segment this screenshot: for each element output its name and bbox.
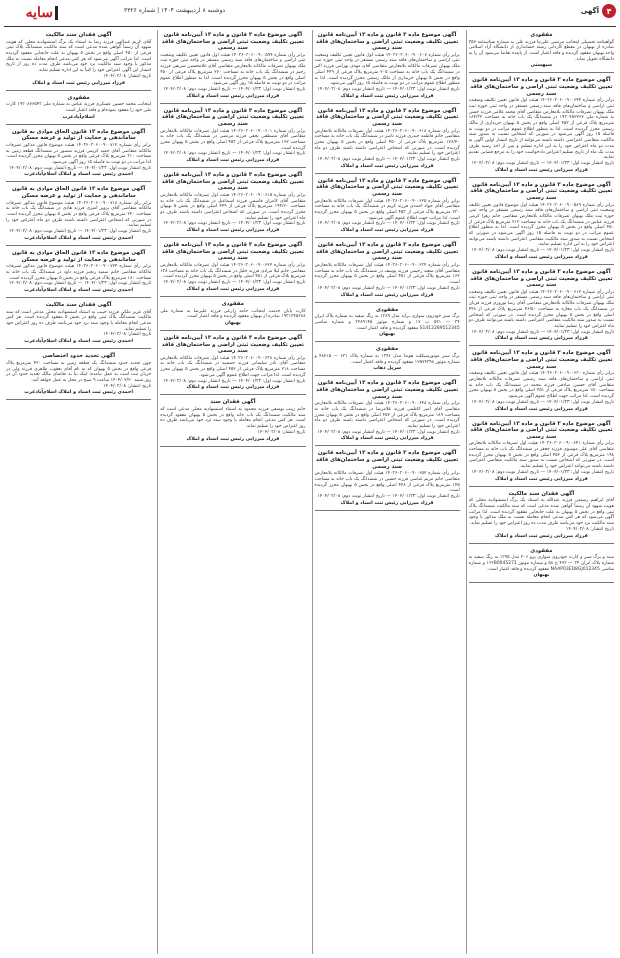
- ad-signature: فرزاد میرزایی رئیس ثبت اسناد و املاک: [494, 254, 588, 260]
- ad-dates: تاریخ انتشار نوبت اول: ۱۴۰۴/۰۱/۲۳ — تاریخ انتشار نوبت دوم: ۱۴۰۴/۰۲/۰۸: [163, 221, 306, 227]
- ad-dates: تاریخ انتشار نوبت اول: ۱۴۰۴/۰۱/۲۳ — تاریخ انتشار نوبت دوم: ۱۴۰۴/۰۲/۰۸: [317, 157, 460, 163]
- ad-title: آگهی موضوع ماده ۱۳ قانون الحاق موادی به قانون ساماندهی و حمایت از تولید و عرضه مسکن: [12, 249, 146, 263]
- ad-body: برابر رأی شماره ۱۴۰۳۶۰۳۰۶۰۰۹۰۰۶۰۷ هیئت اول قانون تعیین تکلیف وضعیت ثبتی اراضی و ساختمان‌های فاقد سند رسمی مستقر در واحد ثبتی حوزه ثبت ملک بهبهان تصرفات مالکانه بلامعارض متقاضی آقای مهدی بهرامی فرزند اکبر در ششدانگ یک باب خانه به مساحت ۲۰۵ مترمربع پلاک فرعی از ۴۴۹ اصلی واقع در بخش ۵ بهبهان خریداری از مالک رسمی محرز گردیده است. لذا به منظور اطلاع عموم مراتب در دو نوبت به فاصله ۱۵ روز آگهی می‌شود.: [314, 52, 460, 87]
- classified-ad: [160, 170, 305, 238]
- ad-column: [312, 30, 462, 954]
- ad-dates: تاریخ انتشار: ۱۴۰۴/۰۲/۰۸: [103, 73, 152, 79]
- classified-ad: [315, 30, 460, 104]
- classified-ad: [469, 489, 614, 544]
- ad-body: برابر رأی شماره ۱۴۰۳۶۰۳۰۶۰۰۹۰۰۶۲۵ هیئت اول تصرفات مالکانه بلامعارض متقاضی آقای جواد احمدی فرزند کریم در ششدانگ یک باب خانه به مساحت ۲۳۰ مترمربع پلاک فرعی از ۴۵۳ اصلی واقع در بخش ۵ بهبهان محرز گردیده است. لذا مراتب جهت اطلاع عموم آگهی می‌شود.: [314, 198, 460, 221]
- ad-body: برابر رأی شماره ۱۴۰۳۶۰۳۰۶۰۰۹۰۰۶۴۱ هیئت اول تصرفات مالکانه بلامعارض متقاضی آقای علی موسوی فرزند جعفر در ششدانگ یک باب خانه به مساحت ۱۹۸ مترمربع پلاک فرعی از ۴۵۲ اصلی واقع در بخش ۵ بهبهان محرز گردیده است. در صورتی که اشخاص نسبت به صدور سند مالکیت متقاضی اعتراضی داشته باشند می‌توانند اعتراض خود را تسلیم نمایند.: [468, 441, 614, 470]
- ad-body: آقای ابراهیم رستمی فرزند عبدالله به استناد یک برگ استشهادیه محلی که هویت شهود آن رسماً گواهی شده مدعی است که سند مالکیت ششدانگ پلاک ثبتی واقع در بخش ۵ بهبهان به علت جابجایی مفقود گردیده است. لذا مراتب آگهی می‌شود که هر کس مدعی انجام معامله نسبت به ملک مذکور یا وجود سند مالکیت نزد خود می‌باشد ظرف مدت ده روز اعتراض خود را تسلیم نماید.: [468, 498, 615, 527]
- ad-title: مفقودی: [530, 32, 553, 38]
- ad-title: آگهی موضوع ماده ۳ قانون و ماده ۱۳ آیین‌نامه قانون تعیین تکلیف وضعیت ثبتی اراضی و ساختمان‌های فاقد سند رسمی: [316, 450, 459, 470]
- ad-title: مفقودی: [530, 547, 553, 554]
- classified-ad: [469, 267, 614, 347]
- ad-signature: احمدی رئیس ثبت اسناد و املاک اسلام‌آبادغرب: [24, 235, 133, 241]
- ad-title: آگهی موضوع ماده ۳ قانون و ماده ۱۳ آیین‌نامه قانون تعیین تکلیف وضعیت ثبتی اراضی و ساختمان‌های فاقد سند رسمی: [161, 242, 304, 262]
- classified-ad: [160, 299, 305, 331]
- ad-signature: بهبهان: [224, 320, 241, 326]
- ad-body: برابر رأی شماره ۱۴۰۳۶۰۳۰۶۰۰۹۰۰۵۹۴ هیئت اول قانون تعیین تکلیف وضعیت ثبتی اراضی و ساختمان‌های فاقد سند رسمی مستقر در واحد ثبتی حوزه ثبت ملک بهبهان تصرفات مالکانه بلامعارض متقاضی آقای غلامحسین شریفی فرزند رحیم در ششدانگ یک باب خانه به مساحت ۲۶۰ مترمربع پلاک فرعی از ۴۵۰ اصلی واقع در بخش ۵ بهبهان محرز گردیده است. لذا به منظور اطلاع عموم مراتب در دو نوبت به فاصله ۱۵ روز آگهی می‌شود.: [160, 52, 306, 87]
- ad-body: برابر رأی شماره ۱۴۰۳۶۰۳۰۶۰۰۹۰۰۷۱۲ هیئت موضوع قانون مذکور تصرفات مالکانه متقاضی آقای حمید کریمی فرزند منصور در ششدانگ قطعه زمین به مساحت ۳۱۰ مترمربع پلاک فرعی واقع در بخش ۵ بهبهان محرز گردیده است. لذا مراتب در دو نوبت به فاصله ۱۵ روز آگهی می‌شود.: [6, 142, 152, 165]
- classified-ad: [469, 348, 614, 416]
- classified-ad: [315, 448, 460, 510]
- ad-title: مفقودی: [376, 306, 399, 313]
- ad-signature: بهبهان: [533, 573, 550, 579]
- ad-dates: تاریخ انتشار: ۱۴۰۴/۰۲/۰۸: [103, 383, 152, 389]
- ad-body: برگ سبز خودروی سواری پراید مدل ۱۳۸۹ به رنگ سفید به شماره پلاک ایران ۳۴ — ۵۲۱ ب ۱۷ و شماره موتور ۳۲۸۹۱۴۵ و شماره شاسی S1412289512345 مفقود گردیده و فاقد اعتبار است.: [314, 314, 460, 331]
- page-number: ۴: [602, 4, 616, 18]
- ad-title: مفقودی: [221, 300, 244, 307]
- ad-body: اینجانب محمد حسین عسکری فرزند عباس به شماره ملی ۱۹۳۰۸۷۶۵۴۳ کارت ملی خود را مفقود نموده‌ام و فاقد اعتبار است.: [6, 102, 152, 113]
- classified-ad: [315, 378, 460, 446]
- ad-title: آگهی موضوع ماده ۱۳ قانون الحاق موادی به قانون ساماندهی و حمایت از تولید و عرضه مسکن: [12, 128, 146, 142]
- ad-dates: تاریخ انتشار: ۱۴۰۴/۰۲/۰۸: [565, 526, 614, 532]
- ad-signature: احمدی رئیس ثبت اسناد و املاک اسلام‌آبادغرب: [24, 172, 133, 178]
- issue-line: دوشنبه ۸ اردیبهشت ۱۴۰۴ | شماره ۳۳۲۶: [124, 7, 226, 14]
- ad-dates: تاریخ انتشار نوبت اول: ۱۴۰۴/۰۱/۲۳ — تاریخ انتشار نوبت دوم: ۱۴۰۴/۰۲/۰۸: [8, 281, 152, 287]
- ad-signature: احمدی رئیس ثبت اسناد و املاک اسلام‌آبادغرب: [24, 390, 133, 396]
- classified-ad: [160, 30, 305, 104]
- classified-ad: [160, 333, 305, 395]
- ad-body: آقای کریم عبدالهی فرزند رضا به استناد یک برگ استشهادیه محلی که هویت شهود آن رسماً گواهی شده مدعی است که سند مالکیت ششدانگ پلاک ثبتی فرعی از ۴۵۰ اصلی واقع در بخش ۵ بهبهان به علت جابجایی مفقود گردیده است. لذا مراتب آگهی می‌شود که هر کس مدعی انجام معامله نسبت به ملک مذکور یا وجود سند مالکیت نزد خود می‌باشد ظرف مدت ده روز از تاریخ انتشار این آگهی اعتراض خود را کتباً به این اداره تسلیم نماید.: [6, 39, 152, 74]
- ad-title: آگهی موضوع ماده ۳ قانون و ماده ۱۳ آیین‌نامه قانون تعیین تکلیف وضعیت ثبتی اراضی و ساختمان‌های فاقد سند رسمی: [316, 242, 459, 262]
- classified-ad: [6, 30, 151, 91]
- ad-dates: تاریخ انتشار نوبت اول: ۱۴۰۴/۰۱/۲۳ — تاریخ انتشار نوبت دوم: ۱۴۰۴/۰۲/۰۸: [317, 221, 460, 227]
- ad-signature: فرزاد میرزایی رئیس ثبت اسناد و املاک: [494, 167, 588, 173]
- ad-signature: فرزاد میرزایی رئیس ثبت اسناد و املاک: [494, 533, 588, 539]
- ad-body: خانم زینب یوسفی فرزند محمود به استناد استشهادیه محلی مدعی است که سند مالکیت ششدانگ یک باب خانه واقع در بخش ۵ بهبهان مفقود گردیده است. هر کس مدعی انجام معامله یا وجود سند نزد خود می‌باشد ظرف ده روز اعتراض خود را تسلیم نماید.: [160, 406, 306, 430]
- ad-body: برابر رأی شماره ۱۴۰۳۶۰۳۰۶۰۰۹۰۰۶۵۲ هیئت اول تصرفات مالکانه بلامعارض متقاضی خانم مریم عباسی فرزند حسین در ششدانگ یک باب خانه به مساحت ۱۴۵ مترمربع پلاک فرعی از ۴۴۸ اصلی واقع در بخش ۵ بهبهان محرز گردیده است.: [314, 471, 460, 494]
- ad-signature: فرزاد میرزایی رئیس ثبت اسناد و املاک: [494, 406, 588, 412]
- ad-body: کارت پایان خدمت اینجانب حامد زارعی فرزند علیرضا به شماره ملی ۱۹۳۱۲۴۵۶۷۸ صادره از بهبهان مفقود گردیده و فاقد اعتبار است.: [160, 308, 306, 320]
- ad-dates: تاریخ انتشار: ۱۴۰۴/۰۲/۰۸: [103, 332, 152, 338]
- ad-dates: تاریخ انتشار نوبت اول: ۱۴۰۴/۰۱/۲۳ — تاریخ انتشار نوبت دوم: ۱۴۰۴/۰۲/۰۸: [471, 248, 614, 254]
- ad-body: برابر رأی شماره ۱۴۰۳۶۰۳۰۶۰۰۹۰۰۵۸۹ هیئت اول موضوع قانون تعیین تکلیف وضعیت ثبتی اراضی و ساختمان‌های فاقد سند رسمی مستقر در واحد ثبتی حوزه ثبت ملک بهبهان تصرفات مالکانه بلامعارض متقاضی خانم زهرا کرمی فرزند عباس در ششدانگ یک باب خانه به مساحت ۲۱۲ مترمربع پلاک فرعی از ۴۵۰ اصلی واقع در بخش ۵ بهبهان محرز گردیده است. لذا به منظور اطلاع عموم مراتب در دو نوبت به فاصله ۱۵ روز آگهی می‌شود در صورتی که اشخاص نسبت به صدور سند مالکیت متقاضی اعتراضی داشته باشند می‌توانند اعتراض خود را به این اداره تسلیم نمایند.: [468, 202, 615, 248]
- section-label: آگهی: [580, 7, 599, 15]
- ad-dates: تاریخ انتشار نوبت اول: ۱۴۰۴/۰۱/۲۳ — تاریخ انتشار نوبت دوم: ۱۴۰۴/۰۲/۰۸: [163, 280, 306, 286]
- ad-body: گواهینامه تحصیلی اینجانب مرتضی علی‌نیا فرزند علی به شماره شناسنامه ۳۵۷ صادره از بهبهان در مقطع کاردانی رشته حسابداری از دانشگاه آزاد اسلامی واحد بهبهان مفقود گردیده و فاقد اعتبار است. از یابنده تقاضا می‌شود آن را به دانشگاه تحویل نماید.: [468, 39, 614, 62]
- ad-signature: احمدی رئیس ثبت اسناد و املاک اسلام‌آبادغرب: [24, 339, 133, 345]
- logo-text: سایه: [25, 5, 53, 21]
- classified-ad: [6, 351, 151, 400]
- ad-signature: بهبهان: [379, 332, 396, 338]
- ad-body: آقای عزیز ملکی فرزند حبیب به استناد استشهادیه محلی مدعی است که سند مالکیت ششدانگ پلاک ثبتی واقع در بخش ۵ مفقود گردیده است. هر کس مدعی انجام معامله یا وجود سند نزد خود می‌باشد ظرف ده روز اعتراض خود را تسلیم نماید.: [6, 309, 152, 332]
- ad-title: مفقودی: [67, 94, 90, 101]
- classified-ad: [6, 127, 151, 183]
- ad-title: آگهی تحدید حدود اختصاصی: [42, 353, 116, 360]
- classified-ad: [469, 75, 614, 177]
- masthead: [4, 2, 616, 27]
- classified-ad: [6, 300, 151, 349]
- ad-title: آگهی موضوع ماده ۳ قانون و ماده ۱۳ آیین‌نامه قانون تعیین تکلیف وضعیت ثبتی اراضی و ساختمان‌های فاقد سند رسمی: [316, 32, 459, 52]
- ad-signature: فرزاد میرزایی رئیس ثبت اسناد و املاک: [186, 93, 280, 99]
- ad-body: برابر رأی شماره ۱۴۰۳۶۰۳۰۶۰۰۹۰۰۶۱۵ هیئت اول تصرفات مالکانه بلامعارض متقاضی آقای کامران قاسمی فرزند اسماعیل در ششدانگ یک باب خانه به مساحت ۱۹۴/۶۰ مترمربع پلاک فرعی از ۴۴۹ اصلی واقع در بخش ۵ بهبهان محرز گردیده است. در صورتی که اشخاص اعتراضی داشته باشند ظرف دو ماه اعتراض خود را تسلیم نمایند.: [160, 192, 306, 221]
- ad-title: آگهی فقدان سند مالکیت: [508, 490, 575, 497]
- ad-dates: تاریخ انتشار نوبت اول: ۱۴۰۴/۰۱/۲۳ — تاریخ انتشار نوبت دوم: ۱۴۰۴/۰۲/۰۸: [8, 165, 152, 171]
- classified-ad: [315, 106, 460, 174]
- ad-title: آگهی موضوع ماده ۱۳ قانون الحاق موادی به قانون ساماندهی و حمایت از تولید و عرضه مسکن: [12, 186, 146, 199]
- classified-ad: [315, 176, 460, 238]
- ad-title: آگهی موضوع ماده ۳ قانون و ماده ۱۳ آیین‌نامه قانون تعیین تکلیف وضعیت ثبتی اراضی و ساختمان‌های فاقد سند رسمی: [161, 107, 304, 127]
- ad-title: آگهی موضوع ماده ۳ قانون و ماده ۱۳ آیین‌نامه قانون تعیین تکلیف وضعیت ثبتی اراضی و ساختمان‌های فاقد سند رسمی: [161, 172, 304, 192]
- ad-dates: تاریخ انتشار نوبت اول: ۱۴۰۴/۰۱/۲۳ — تاریخ انتشار نوبت دوم: ۱۴۰۴/۰۲/۰۸: [471, 469, 614, 475]
- ad-signature: فرزاد میرزایی رئیس ثبت اسناد و املاک: [186, 436, 280, 442]
- ad-column: [466, 30, 616, 954]
- ad-body: برابر رأی شماره ۱۴۰۳۶۰۳۰۶۰۰۹۰۰۶۱۲ هیئت اول قانون تعیین تکلیف وضعیت ثبتی اراضی و ساختمان‌های فاقد سند رسمی مستقر در واحد ثبتی حوزه ثبت ملک بهبهان تصرفات مالکانه بلامعارض متقاضی آقای رضا نوروزی فرزند قربان در ششدانگ یک باب مغازه به مساحت ۴۶/۵۰ مترمربع پلاک فرعی از ۴۴۸ اصلی واقع در بخش ۵ بهبهان محرز گردیده است. در صورتی که اشخاص نسبت به صدور سند مالکیت متقاضی اعتراضی داشته باشند می‌توانند ظرف دو ماه اعتراض خود را تسلیم نمایند.: [468, 289, 615, 329]
- ad-title: آگهی موضوع ماده ۳ قانون و ماده ۱۳ آیین‌نامه قانون تعیین تکلیف وضعیت ثبتی اراضی و ساختمان‌های فاقد سند رسمی: [470, 268, 613, 289]
- newspaper-logo: [4, 4, 58, 22]
- ad-signature: فرزاد میرزایی رئیس ثبت اسناد و املاک: [186, 158, 280, 164]
- page-number-block: [581, 4, 616, 18]
- ad-dates: تاریخ انتشار نوبت اول: ۱۴۰۴/۰۱/۲۳ — تاریخ انتشار نوبت دوم: ۱۴۰۴/۰۲/۰۸: [8, 229, 152, 235]
- ad-body: برابر رأی شماره ۱۴۰۳۶۰۳۰۶۰۰۹۰۰۶۳۸ هیئت اول تصرفات مالکانه بلامعارض متقاضی آقای نادر سلیمانی فرزند جمشید در ششدانگ یک باب خانه به مساحت ۲۱۸ مترمربع پلاک فرعی از ۴۵۲ اصلی واقع در بخش ۵ بهبهان محرز گردیده است. لذا مراتب جهت اطلاع عموم آگهی می‌شود.: [160, 355, 306, 378]
- ad-title: آگهی موضوع ماده ۳ قانون و ماده ۱۳ آیین‌نامه قانون تعیین تکلیف وضعیت ثبتی اراضی و ساختمان‌های فاقد سند رسمی: [161, 32, 304, 52]
- classified-ad: [315, 240, 460, 302]
- ad-title: آگهی موضوع ماده ۳ قانون و ماده ۱۳ آیین‌نامه قانون تعیین تکلیف وضعیت ثبتی اراضی و ساختمان‌های فاقد سند رسمی: [316, 177, 459, 198]
- ad-dates: تاریخ انتشار نوبت اول: ۱۴۰۴/۰۱/۲۳ — تاریخ انتشار نوبت دوم: ۱۴۰۴/۰۲/۰۸: [471, 329, 614, 335]
- classified-ad: [6, 93, 151, 125]
- classified-ad: [315, 305, 460, 343]
- ad-body: برابر رأی شماره ۱۴۰۳۶۰۳۰۶۰۰۹۰۰۷۱۸ هیئت موضوع قانون مذکور تصرفات مالکانه متقاضی آقای پرویز امیری فرزند هادی در ششدانگ یک باب خانه به مساحت ۲۴۰ مترمربع پلاک فرعی واقع در بخش ۵ بهبهان محرز گردیده است. در صورتی که اشخاص اعتراضی داشته باشند ظرف دو ماه اعتراض خود را تسلیم نمایند.: [6, 200, 152, 229]
- ad-signature: سپهستی: [530, 63, 553, 69]
- ad-signature: فرزاد میرزایی رئیس ثبت اسناد و املاک: [186, 228, 280, 234]
- logo-bar-icon: [55, 6, 58, 20]
- ad-title: آگهی فقدان سند: [210, 399, 256, 406]
- classified-ad: [6, 248, 151, 298]
- ad-title: آگهی موضوع ماده ۳ قانون و ماده ۱۳ آیین‌نامه قانون تعیین تکلیف وضعیت ثبتی اراضی و ساختمان‌های فاقد سند رسمی: [470, 77, 613, 97]
- ad-dates: تاریخ انتشار نوبت اول: ۱۴۰۴/۰۱/۲۳ — تاریخ انتشار نوبت دوم: ۱۴۰۴/۰۲/۰۸: [471, 399, 614, 405]
- classified-ad: [160, 397, 305, 446]
- ad-columns: [4, 30, 616, 954]
- classified-ad: [469, 180, 614, 265]
- ad-title: آگهی موضوع ماده ۳ قانون و ماده ۱۳ آیین‌نامه قانون تعیین تکلیف وضعیت ثبتی اراضی و ساختمان‌های فاقد سند رسمی: [470, 181, 613, 201]
- ad-body: برابر رأی شماره ۱۴۰۳۶۰۳۰۶۰۰۹۰۰۷۲۴ هیئت موضوع قانون مذکور تصرفات مالکانه متقاضی خانم سمیه رنجبر فرزند داود در ششدانگ یک باب خانه به مساحت ۱۸۰ مترمربع پلاک فرعی واقع در بخش ۵ بهبهان محرز گردیده است.: [6, 264, 152, 281]
- ad-title: آگهی فقدان سند مالکیت: [45, 32, 112, 38]
- classified-ad: [160, 240, 305, 297]
- ad-signature: فرزاد میرزایی رئیس ثبت اسناد و املاک: [340, 93, 434, 99]
- ad-signature: فرزاد میرزایی رئیس ثبت اسناد و املاک: [340, 292, 434, 298]
- ad-dates: تاریخ انتشار: ۱۴۰۴/۰۲/۰۸: [257, 429, 306, 435]
- ad-title: آگهی موضوع ماده ۳ قانون و ماده ۱۳ آیین‌نامه قانون تعیین تکلیف وضعیت ثبتی اراضی و ساختمان‌های فاقد سند رسمی: [316, 380, 459, 400]
- ad-title: آگهی موضوع ماده ۳ قانون و ماده ۱۳ آیین‌نامه قانون تعیین تکلیف وضعیت ثبتی اراضی و ساختمان‌های فاقد سند رسمی: [470, 350, 613, 370]
- ad-signature: سرپل ذهاب: [373, 366, 402, 372]
- ad-body: برگ سبز موتورسیکلت هوندا مدل ۱۳۹۶ به شماره پلاک ۶۳۱ — ۴۸۲۱۵ و شماره موتور ۱۲۵۷۴۳۹۸ مفقود گردیده و فاقد اعتبار است.: [314, 353, 460, 365]
- ad-signature: فرزاد میرزایی رئیس ثبت اسناد و املاک: [186, 385, 280, 391]
- ad-title: آگهی موضوع ماده ۳ قانون و ماده ۱۳ آیین‌نامه قانون تعیین تکلیف وضعیت ثبتی اراضی و ساختمان‌های فاقد سند رسمی: [470, 420, 613, 440]
- ad-dates: تاریخ انتشار نوبت اول: ۱۴۰۴/۰۱/۲۳ — تاریخ انتشار نوبت دوم: ۱۴۰۴/۰۲/۰۸: [163, 151, 306, 157]
- classified-ad: [469, 546, 614, 584]
- ad-body: سند و برگ سبز و کارت خودروی سواری پژو ۲۰۶ مدل ۱۳۹۵ به رنگ سفید به شماره پلاک ایران ۳۴ — ۴۷۳ ج ۵۸ و شماره موتور ۱۶۳B0045271 و شماره شاسی NAAP03ED8GJ012345 مفقود گردیده و فاقد اعتبار است.: [468, 555, 614, 572]
- ad-body: برابر رأی شماره ۱۴۰۳۶۰۳۰۶۰۰۹۰۰۶۳۰ هیئت اول قانون تعیین تکلیف وضعیت ثبتی اراضی و ساختمان‌های فاقد سند رسمی تصرفات مالکانه بلامعارض متقاضی آقای حسین صادقی فرزند محمد در ششدانگ یک باب خانه به مساحت ۱۵۰ مترمربع پلاک فرعی از ۴۵۱ اصلی واقع در بخش ۵ بهبهان محرز گردیده است. لذا مراتب جهت اطلاع عموم آگهی می‌شود.: [468, 371, 615, 400]
- ad-body: برابر رأی شماره ۱۴۰۳۶۰۳۰۶۰۰۹۰۰۶۲۲ هیئت اول تصرفات مالکانه بلامعارض متقاضی خانم لیلا مرادی فرزند خلیل در ششدانگ یک باب خانه به مساحت ۱۳۸ مترمربع پلاک فرعی از ۴۵۱ اصلی واقع در بخش ۵ بهبهان محرز گردیده است.: [160, 263, 306, 280]
- ad-signature: فرزاد میرزایی رئیس ثبت اسناد و املاک: [340, 163, 434, 169]
- ad-signature: فرزاد میرزایی رئیس ثبت اسناد و املاک: [340, 436, 434, 442]
- ad-title: آگهی موضوع ماده ۳ قانون و ماده ۱۳ آیین‌نامه قانون تعیین تکلیف وضعیت ثبتی اراضی و ساختمان‌های فاقد سند رسمی: [316, 107, 459, 127]
- ad-signature: احمدی رئیس ثبت اسناد و املاک اسلام‌آبادغرب: [24, 288, 133, 293]
- ad-signature: فرزاد میرزایی رئیس ثبت اسناد و املاک: [340, 228, 434, 234]
- classified-ad: [469, 419, 614, 487]
- ad-body: برابر رأی شماره ۱۴۰۳۶۰۳۰۶۰۰۹۰۰۶۰۱ هیئت اول تصرفات مالکانه بلامعارض متقاضی آقای مصطفی نجفی فرزند مرتضی در ششدانگ یک باب خانه به مساحت ۱۷۲ مترمربع پلاک فرعی از ۴۵۳ اصلی واقع در بخش ۵ بهبهان محرز گردیده است.: [160, 128, 306, 151]
- ad-dates: تاریخ انتشار نوبت اول: ۱۴۰۴/۰۱/۲۳ — تاریخ انتشار نوبت دوم: ۱۴۰۴/۰۲/۰۸: [317, 87, 460, 92]
- ad-body: برابر رأی شماره ۱۴۰۳۶۰۳۰۶۰۰۹۰۰۶۳۴ هیئت اول تصرفات مالکانه بلامعارض متقاضی آقای سعید رحیمی فرزند یوسف در ششدانگ یک باب خانه به مساحت ۱۶۲ مترمربع پلاک فرعی از ۴۵۱ اصلی واقع در بخش ۵ بهبهان محرز گردیده است.: [314, 263, 460, 286]
- ad-signature: فرزاد میرزایی رئیس ثبت اسناد و املاک: [340, 500, 434, 506]
- ad-column: [4, 30, 153, 954]
- ad-dates: تاریخ انتشار نوبت اول: ۱۴۰۴/۰۱/۲۳ — تاریخ انتشار نوبت دوم: ۱۴۰۴/۰۲/۰۸: [317, 429, 460, 435]
- ad-dates: تاریخ انتشار نوبت اول: ۱۴۰۴/۰۱/۲۳ — تاریخ انتشار نوبت دوم: ۱۴۰۴/۰۲/۰۸: [471, 160, 614, 166]
- ad-body: برابر رأی شماره ۱۴۰۳۶۰۳۰۶۰۰۹۰۰۶۴۸ هیئت اول تصرفات مالکانه بلامعارض متقاضی آقای امیر کاظمی فرزند غلامرضا در ششدانگ یک باب خانه به مساحت ۱۸۹ مترمربع پلاک فرعی از ۴۵۲ اصلی واقع در بخش ۵ بهبهان محرز گردیده است. در صورتی که اشخاص اعتراضی داشته باشند ظرف دو ماه اعتراض خود را تسلیم نمایند.: [314, 401, 460, 429]
- ad-signature: اسلام‌آبادغرب: [62, 114, 95, 120]
- ad-title: مفقودی: [376, 346, 399, 353]
- classified-ad: [469, 30, 614, 73]
- ad-dates: تاریخ انتشار نوبت اول: ۱۴۰۴/۰۱/۲۳ — تاریخ انتشار نوبت دوم: ۱۴۰۴/۰۲/۰۸: [163, 87, 306, 92]
- classified-ad: [160, 106, 305, 168]
- ad-dates: تاریخ انتشار نوبت اول: ۱۴۰۴/۰۱/۲۳ — تاریخ انتشار نوبت دوم: ۱۴۰۴/۰۲/۰۸: [317, 494, 460, 500]
- classified-ad: [315, 344, 460, 376]
- ad-body: چون تحدید حدود ششدانگ یک قطعه زمین به مساحت ۴۲۰ مترمربع پلاک فرعی واقع در بخش ۵ بهبهان که به نام آقای یعقوب طاهری فرزند ولی در جریان ثبت است به عمل نیامده، اینک بنا به تقاضای مالک تحدید حدود آن در روز شنبه ۱۴۰۴/۰۲/۲۰ ساعت ۹ صبح در محل به عمل خواهد آمد.: [6, 360, 152, 383]
- ad-dates: تاریخ انتشار نوبت اول: ۱۴۰۴/۰۱/۲۳ — تاریخ انتشار نوبت دوم: ۱۴۰۴/۰۲/۰۸: [317, 285, 460, 291]
- ad-signature: فرزاد میرزایی رئیس ثبت اسناد و املاک: [494, 336, 588, 342]
- ad-signature: فرزاد میرزایی رئیس ثبت اسناد و املاک: [494, 476, 588, 482]
- ad-column: [157, 30, 307, 954]
- ad-title: آگهی موضوع ماده ۳ قانون و ماده ۱۳ آیین‌نامه قانون تعیین تکلیف وضعیت ثبتی اراضی و ساختمان‌های فاقد سند رسمی: [161, 334, 304, 355]
- ad-dates: تاریخ انتشار نوبت اول: ۱۴۰۴/۰۱/۲۳ — تاریخ انتشار نوبت دوم: ۱۴۰۴/۰۲/۰۸: [163, 378, 306, 384]
- ad-body: برابر رأی شماره ۱۴۰۳۶۰۳۰۶۰۰۹۰۰۶۱۸ هیئت اول تصرفات مالکانه بلامعارض متقاضی خانم فاطمه حیدری فرزند ناصر در ششدانگ یک باب خانه به مساحت ۱۷۶/۴۰ مترمربع پلاک فرعی از ۴۵۰ اصلی واقع در بخش ۵ بهبهان محرز گردیده است. در صورتی که اشخاص اعتراضی داشته باشند ظرف دو ماه اعتراض خود را تسلیم نمایند.: [314, 128, 460, 157]
- ad-signature: فرزاد میرزایی رئیس ثبت اسناد و املاک: [186, 286, 280, 292]
- ad-body: برابر رأی شماره ۱۴۰۳۶۰۳۰۶۰۰۹۰۰۶۴۴ هیئت اول قانون تعیین تکلیف وضعیت ثبتی اراضی و ساختمان‌های فاقد سند رسمی مستقر در واحد ثبتی حوزه ثبت ملک بهبهان تصرفات مالکانه بلامعارض متقاضی آقای محمد غلامی فرزند حسن به شماره ملی ۱۹۳۰۴۵۲۲۶۷ در ششدانگ یک باب خانه به مساحت ۱۸۴/۳۲ مترمربع پلاک فرعی از ۴۵۲ اصلی واقع در بخش ۵ بهبهان خریداری از مالک رسمی محرز گردیده است. لذا به منظور اطلاع عموم مراتب در دو نوبت به فاصله ۱۵ روز آگهی می‌شود در صورتی که اشخاص نسبت به صدور سند مالکیت متقاضی اعتراضی داشته باشند می‌توانند از تاریخ انتشار اولین آگهی به مدت دو ماه اعتراض خود را به این اداره تسلیم و پس از اخذ رسید ظرف مدت یک ماه از تاریخ تسلیم اعتراض دادخواست خود را به مرجع قضایی تقدیم نمایند.: [468, 98, 615, 161]
- ad-signature: فرزاد میرزایی رئیس ثبت اسناد و املاک: [32, 80, 126, 86]
- classified-ad: [6, 184, 151, 246]
- ad-title: آگهی فقدان سند مالکیت: [45, 302, 112, 308]
